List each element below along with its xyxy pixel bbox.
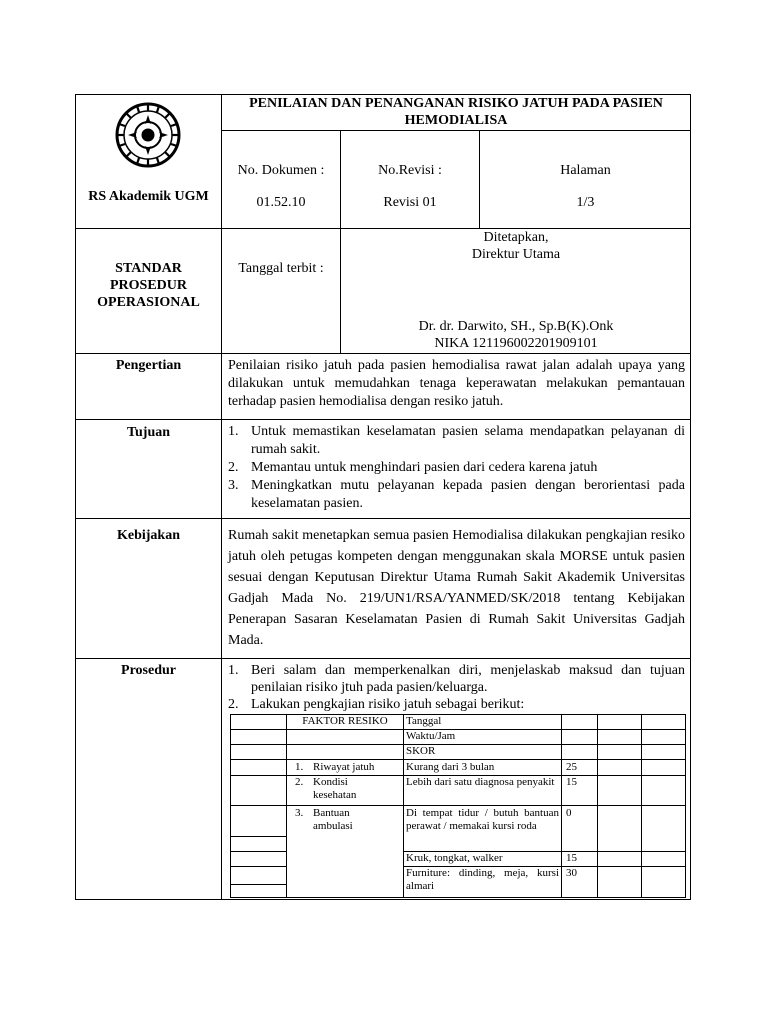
tujuan-item-text: Untuk memastikan keselamatan pasien selama mendapatkan pelayanan di rumah sakit. bbox=[251, 424, 685, 457]
section-text-kebijakan: Rumah sakit menetapkan semua pasien Hemodialisa dilakukan pengkajian resiko jatuh oleh petugas kompeten dengan menggunakan skala MORSE untuk pasien sesuai dengan Keputusan Direktur Utama Rumah Sakit Akademik Universitas Gadjah Mada No. 219/UN1/RSA/YANMED/SK/2018 tentang Kebijakan Penerapan Sasaran Keselamatan Pasien di Rumah Sakit Universitas Gadjah Mada. bbox=[228, 528, 685, 648]
section-label-prosedur: Prosedur bbox=[121, 663, 176, 678]
factor-criteria: Kruk, tongkat, walker bbox=[406, 852, 503, 864]
factor-score: 15 bbox=[566, 776, 577, 788]
doc-number-value: 01.52.10 bbox=[256, 195, 306, 210]
issue-date-label: Tanggal terbit : bbox=[238, 261, 324, 276]
page-value: 1/3 bbox=[576, 195, 595, 210]
factor-name: Bantuan ambulasi bbox=[313, 807, 353, 832]
factor-score: 0 bbox=[566, 807, 572, 819]
section-label-pengertian: Pengertian bbox=[115, 358, 182, 373]
prosedur-item bbox=[228, 662, 685, 696]
factor-name: Kondisi kesehatan bbox=[313, 776, 357, 801]
factor-number: 3. bbox=[295, 807, 304, 819]
established-line-1: Ditetapkan, bbox=[483, 230, 549, 245]
tujuan-item-number: 1. bbox=[228, 424, 239, 439]
factor-criteria: Lebih dari satu diagnosa penyakit bbox=[406, 776, 555, 788]
sop-line-3: OPERASIONAL bbox=[97, 295, 200, 310]
tanggal-header: Tanggal bbox=[406, 715, 442, 727]
ugm-seal-icon bbox=[113, 100, 183, 170]
established-block bbox=[341, 229, 691, 263]
prosedur-item-number: 2. bbox=[228, 697, 239, 712]
doc-number-label: No. Dokumen : bbox=[237, 163, 325, 178]
skor-header: SKOR bbox=[406, 745, 436, 757]
tujuan-item bbox=[228, 423, 685, 459]
prosedur-item-number: 1. bbox=[228, 663, 239, 678]
tujuan-item-text: Meningkatkan mutu pelayanan kepada pasien dengan berorientasi pada keselamatan pasien. bbox=[251, 478, 685, 511]
section-label-kebijakan: Kebijakan bbox=[116, 528, 180, 543]
tujuan-item-number: 3. bbox=[228, 478, 239, 493]
prosedur-list bbox=[228, 662, 685, 713]
section-label-tujuan: Tujuan bbox=[126, 425, 171, 440]
morse-score-table bbox=[230, 714, 686, 898]
factor-number: 1. bbox=[295, 761, 304, 773]
tujuan-item bbox=[228, 477, 685, 513]
revision-label: No.Revisi : bbox=[378, 163, 442, 178]
prosedur-item-text: Lakukan pengkajian risiko jatuh sebagai berikut: bbox=[251, 697, 525, 712]
section-text-pengertian: Penilaian risiko jatuh pada pasien hemodialisa rawat jalan adalah upaya yang dilakukan untuk memudahkan tenaga keperawatan melakukan pemantauan terhadap pasien hemodialisa dengan resiko jatuh. bbox=[228, 358, 685, 409]
factor-criteria: Di tempat tidur / butuh bantuan perawat / memakai kursi roda bbox=[406, 807, 559, 832]
factor-score: 15 bbox=[566, 852, 577, 864]
page-label: Halaman bbox=[560, 163, 611, 178]
factor-score: 25 bbox=[566, 761, 577, 773]
factor-criteria: Kurang dari 3 bulan bbox=[406, 761, 495, 773]
factor-number: 2. bbox=[295, 776, 304, 788]
logo-cell bbox=[75, 94, 222, 228]
director-name: Dr. dr. Darwito, SH., Sp.B(K).Onk bbox=[418, 319, 614, 334]
tujuan-item-text: Memantau untuk menghindari pasien dari cedera karena jatuh bbox=[251, 460, 598, 475]
prosedur-item bbox=[228, 696, 685, 713]
sop-line-2: PROSEDUR bbox=[109, 278, 187, 293]
sop-document bbox=[75, 94, 691, 900]
document-title: PENILAIAN DAN PENANGANAN RISIKO JATUH PADA PASIEN HEMODIALISA bbox=[249, 96, 663, 128]
tujuan-item-number: 2. bbox=[228, 460, 239, 475]
factor-score: 30 bbox=[566, 867, 577, 879]
tujuan-list bbox=[228, 423, 685, 513]
faktor-resiko-header: FAKTOR RESIKO bbox=[302, 715, 388, 727]
established-line-2: Direktur Utama bbox=[471, 247, 561, 262]
factor-name: Riwayat jatuh bbox=[313, 761, 375, 773]
sop-line-1: STANDAR bbox=[115, 261, 182, 276]
tujuan-item bbox=[228, 459, 685, 477]
prosedur-item-text: Beri salam dan memperkenalkan diri, menjelaskab maksud dan tujuan penilaian risiko jtuh pada pasien/keluarga. bbox=[251, 663, 685, 695]
revision-value: Revisi 01 bbox=[383, 195, 437, 210]
factor-criteria: Furniture: dinding, meja, kursi almari bbox=[406, 867, 559, 892]
director-nika: NIKA 121196002201909101 bbox=[434, 336, 598, 351]
sop-label bbox=[75, 260, 222, 311]
waktu-header: Waktu/Jam bbox=[406, 730, 456, 742]
hospital-name: RS Akademik UGM bbox=[88, 189, 209, 204]
director-signature-block bbox=[341, 318, 691, 352]
